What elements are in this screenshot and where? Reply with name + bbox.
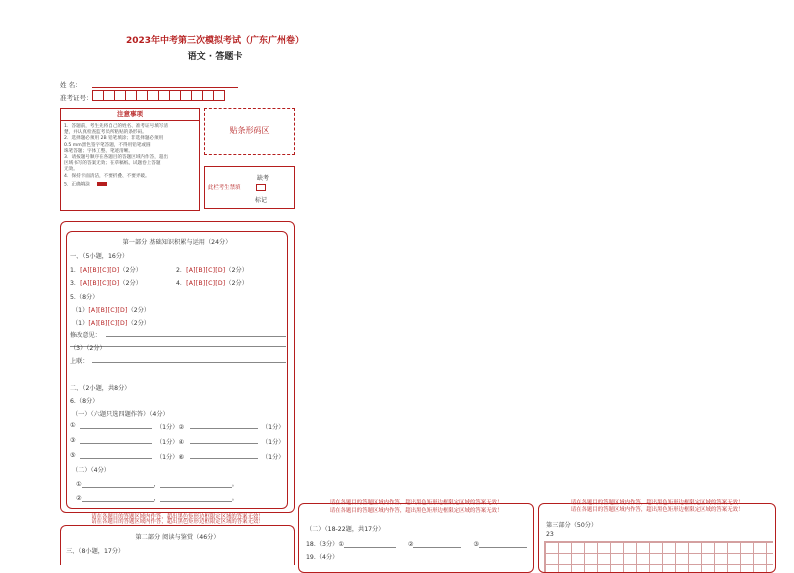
exam-title: 2023年中考第三次模拟考试（广东广州卷） <box>125 36 305 46</box>
q4-score: （2分） <box>225 280 248 287</box>
q3-options[interactable]: [A][B][C][D] <box>80 280 120 287</box>
period-text: 。 <box>231 481 238 488</box>
blank-1-input[interactable] <box>80 422 152 429</box>
part3-title: 第三部分（50分） <box>546 522 598 529</box>
blank-6-score: （1分） <box>262 454 285 461</box>
notice-line: 1．答题前，考生先将自己的姓名、准考证号填写清 <box>64 124 168 129</box>
id-label: 准考证号： <box>60 94 93 102</box>
question-4 <box>176 278 248 287</box>
blank-3-score <box>156 437 184 446</box>
blank-2-input[interactable] <box>190 422 258 429</box>
warning-left-2: 请在各题目的答题区域内作答，超出黑色矩形边框限定区域的答案无效！ <box>91 519 264 525</box>
filled-mark-icon <box>97 182 107 186</box>
notice-line: 4．保持卡面清洁，不要折叠、不要弄破。 <box>64 173 150 179</box>
question-6-2: （二）（4分） <box>72 467 110 474</box>
blank-1 <box>70 422 76 429</box>
question-5: 5.（8分） <box>70 294 99 301</box>
warning-middle-2: 请在各题目的答题区域内作答，超出黑色矩形边框限定区域的答案无效！ <box>329 508 503 514</box>
q2-options[interactable]: [A][B][C][D] <box>186 267 226 274</box>
warning-right-1: 请在各题目的答题区域内作答，超出黑色矩形边框限定区域的答案无效！ <box>570 500 744 506</box>
section2-header: 二、（2小题，共8分） <box>70 385 131 392</box>
blank-4-score: （1分） <box>262 439 285 446</box>
revise-label: 修改意见： <box>70 332 101 339</box>
warning-right-2: 请在各题目的答题区域内作答，超出黑色矩形边框限定区域的答案无效！ <box>570 507 744 513</box>
blank-5-score <box>156 452 184 461</box>
barcode-area <box>204 108 295 155</box>
q6-2-line1 <box>76 479 238 488</box>
q6-2-input2a[interactable] <box>82 495 154 502</box>
absent-line1: 缺考 <box>257 175 270 182</box>
essay-grid[interactable] <box>544 541 773 572</box>
comma-text: ， <box>153 495 160 502</box>
absent-box <box>204 166 295 209</box>
q23-label: 23 <box>546 531 554 538</box>
q18-input1[interactable] <box>344 541 396 548</box>
q18-label-3: ③ <box>473 541 479 548</box>
couplet-input[interactable] <box>92 356 286 363</box>
part2-box <box>60 525 295 565</box>
q18-row <box>306 539 527 548</box>
q1-options[interactable]: [A][B][C][D] <box>80 267 120 274</box>
q6-2-line2 <box>76 493 238 502</box>
question-3 <box>70 278 142 287</box>
q18-input3[interactable] <box>479 541 527 548</box>
absent-line2-text: 此栏考生禁填 <box>208 185 241 191</box>
question-2 <box>176 265 248 274</box>
question-1 <box>70 265 142 274</box>
q1-number: 1． <box>70 267 81 274</box>
notice-line: 3．请按题号顺序在各题目的答题区域内作答，超出 <box>64 155 168 161</box>
blank-6-input[interactable] <box>190 452 258 459</box>
q5-1-options[interactable]: [A][B][C][D] <box>88 307 128 314</box>
id-number-boxes[interactable] <box>92 90 224 101</box>
notice-line: 0.5 mm黑色签字笔答题，不得用铅笔或圆 <box>64 142 151 148</box>
name-field[interactable] <box>92 80 238 88</box>
notice-line: 2．选择题必须用 2B 铅笔填涂；非选择题必须用 <box>64 136 164 142</box>
q6-2-num1: ① <box>76 481 82 488</box>
middle-section-header: （二）（18-22题，共17分） <box>306 526 385 533</box>
blank-3-input[interactable] <box>80 437 152 444</box>
blank-4-input[interactable] <box>190 437 258 444</box>
q6-2-input1b[interactable] <box>160 481 232 488</box>
question-5-3: （3）（2分） <box>70 345 106 352</box>
blank-3 <box>70 437 76 444</box>
q2-number: 2． <box>176 267 187 274</box>
notice-line: 珠笔答题；字体工整、笔迹清晰。 <box>64 148 133 154</box>
section1-header: 一、（5小题，16分） <box>70 253 129 260</box>
period-text: 。 <box>231 495 238 502</box>
revise-input[interactable] <box>106 330 286 337</box>
q18-input2[interactable] <box>413 541 461 548</box>
q5-2-score: （2分） <box>127 320 151 327</box>
question-5-1 <box>72 305 150 314</box>
notice-line: 楚，并认真检查监考员所粘贴的条形码。 <box>64 130 147 136</box>
blank-2-score: （1分） <box>262 424 285 431</box>
part2-title: 第二部分 阅读与鉴赏（46分） <box>135 534 220 541</box>
q5-1-number: （1） <box>72 307 89 314</box>
blank-4-num: ④ <box>178 439 185 446</box>
warning-middle-1: 请在各题目的答题区域内作答，超出黑色矩形边框限定区域的答案无效！ <box>329 500 503 506</box>
q5-2-number: （1） <box>72 320 89 327</box>
q6-2-num2: ② <box>76 495 82 502</box>
card-subtitle: 语文 · 答题卡 <box>187 52 243 62</box>
notice-box <box>60 108 200 211</box>
q2-score: （2分） <box>225 267 248 274</box>
q3-number: 3． <box>70 280 81 287</box>
q18-label: 18.（3分）① <box>306 541 344 548</box>
notice-example <box>61 182 199 189</box>
revise-row <box>70 330 101 339</box>
q18-label-2: ② <box>407 541 414 548</box>
blank-2-num: ② <box>178 424 185 431</box>
blank-1-num: ① <box>70 422 76 429</box>
barcode-label: 贴条形码区 <box>229 126 270 135</box>
question-6-1: （一）（六题只选四题作答）（4分） <box>72 411 169 418</box>
absent-line3: 标记 <box>255 197 268 204</box>
score-text: （1分） <box>156 454 179 461</box>
q4-number: 4． <box>176 280 187 287</box>
q1-score: （2分） <box>119 267 142 274</box>
q3-score: （2分） <box>119 280 142 287</box>
question-5-2 <box>72 318 150 327</box>
score-text: （1分） <box>156 439 179 446</box>
id-cell[interactable] <box>213 90 225 101</box>
q5-1-score: （2分） <box>127 307 151 314</box>
section3-header: 三、（8小题，17分） <box>66 548 125 555</box>
warning-left-1: 请在各题目的答题区域内作答，超出黑色矩形边框限定区域的答案无效！ <box>91 514 264 520</box>
notice-title: 注意事项 <box>61 109 199 121</box>
notice-line: 区域书写的答案无效；在草稿纸、试题卷上答题 <box>64 161 161 167</box>
q19-label: 19.（4分） <box>306 554 339 561</box>
blank-5-num: ⑤ <box>70 452 76 459</box>
notice-line: 无效。 <box>64 167 78 173</box>
absent-line2 <box>208 183 266 191</box>
q6-2-input1a[interactable] <box>82 481 154 488</box>
q4-options[interactable]: [A][B][C][D] <box>186 280 226 287</box>
comma-text: ， <box>153 481 160 488</box>
name-label: 姓 名： <box>60 81 82 89</box>
blank-5 <box>70 452 76 459</box>
notice-lines <box>61 121 199 189</box>
q6-2-input2b[interactable] <box>160 495 232 502</box>
q5-2-options[interactable]: [A][B][C][D] <box>88 320 128 327</box>
blank-6-num: ⑥ <box>178 454 185 461</box>
part1-title: 第一部分 基础知识积累与运用（24分） <box>122 239 232 246</box>
blank-3-num: ③ <box>70 437 76 444</box>
notice-example-label: 5．正确填涂 <box>64 182 90 188</box>
question-6: 6.（8分） <box>70 398 99 405</box>
couplet-label: 上联： <box>70 358 89 365</box>
score-text: （1分） <box>156 424 179 431</box>
absent-checkbox[interactable] <box>256 184 266 191</box>
blank-5-input[interactable] <box>80 452 152 459</box>
middle-answer-box <box>298 503 534 573</box>
blank-1-score <box>156 422 184 431</box>
